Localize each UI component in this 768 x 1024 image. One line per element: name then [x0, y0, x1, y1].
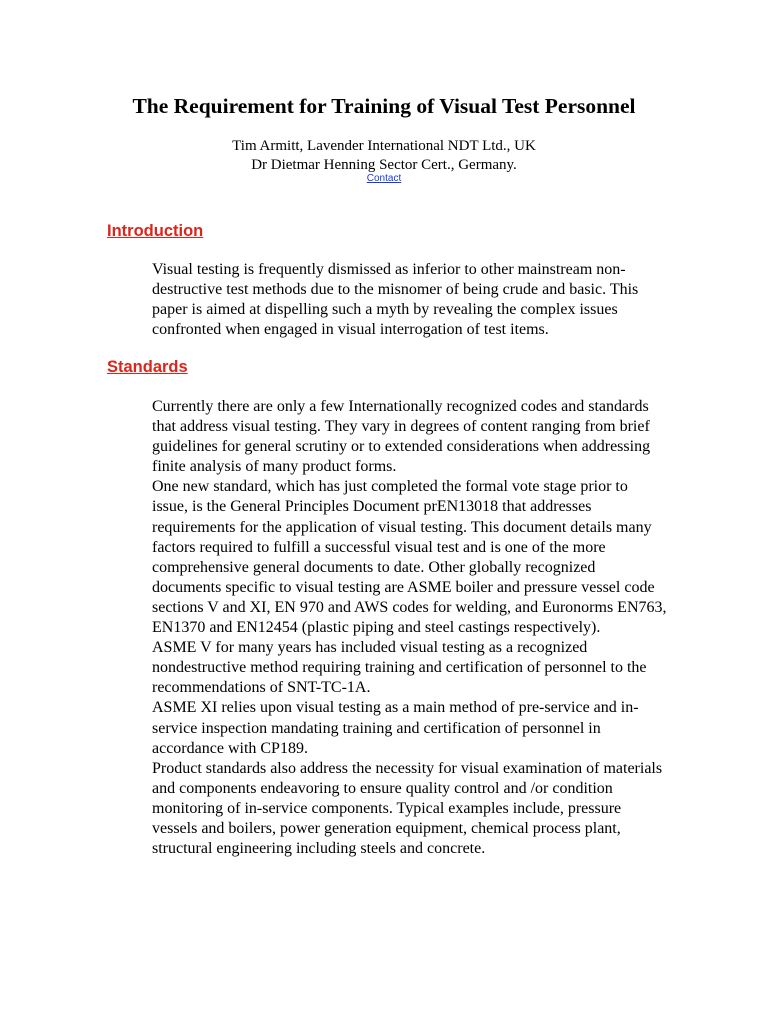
standards-body [152, 397, 667, 859]
contact-link[interactable]: Contact [366, 173, 402, 184]
standards-paragraph: ASME V for many years has included visual testing as a recognized nondestructive method requiring training and certification of personnel to the recommendations of SNT-TC-1A. [152, 639, 647, 697]
contact-line [0, 172, 768, 185]
standards-paragraph: ASME XI relies upon visual testing as a main method of pre-service and in-service inspection mandating training and certification of personnel in accordance with CP189. [152, 699, 639, 757]
section-heading-introduction: Introduction [107, 222, 204, 240]
introduction-paragraph: Visual testing is frequently dismissed as inferior to other mainstream non-destructive test methods due to the misnomer of being crude and basic. This paper is aimed at dispelling such a myth by revealing the complex issues confronted when engaged in visual interrogation of test items. [152, 261, 639, 339]
author-block [0, 137, 768, 175]
standards-paragraph: Currently there are only a few Internationally recognized codes and standards that address visual testing. They vary in degrees of content ranging from brief guidelines for general scrutiny or to extended considerations when addressing finite analysis of many product forms. [152, 398, 651, 476]
document-title: The Requirement for Training of Visual Test Personnel [132, 94, 636, 118]
author-line: Tim Armitt, Lavender International NDT Ltd., UK [232, 138, 536, 154]
author-line: Dr Dietmar Henning Sector Cert., Germany. [251, 157, 517, 173]
standards-paragraph: Product standards also address the necessity for visual examination of materials and components endeavoring to ensure quality control and /or condition monitoring of in-service components. Typical examples include, pressure vessels and boilers, power generation equipment, chemical process plant, structural engineering including steels and concrete. [152, 759, 663, 858]
standards-paragraph: One new standard, which has just completed the formal vote stage prior to issue, is the General Principles Document prEN13018 that addresses requirements for the application of visual testing. This document details many factors required to fulfill a successful visual test and is one of the more comprehensive general documents to date. Other globally recognized documents specific to visual testing are ASME boiler and pressure vessel code sections V and XI, EN 970 and AWS codes for welding, and Euronorms EN763, EN1370 and EN12454 (plastic piping and steel castings respectively). [152, 478, 667, 637]
section-heading-standards: Standards [107, 358, 188, 376]
